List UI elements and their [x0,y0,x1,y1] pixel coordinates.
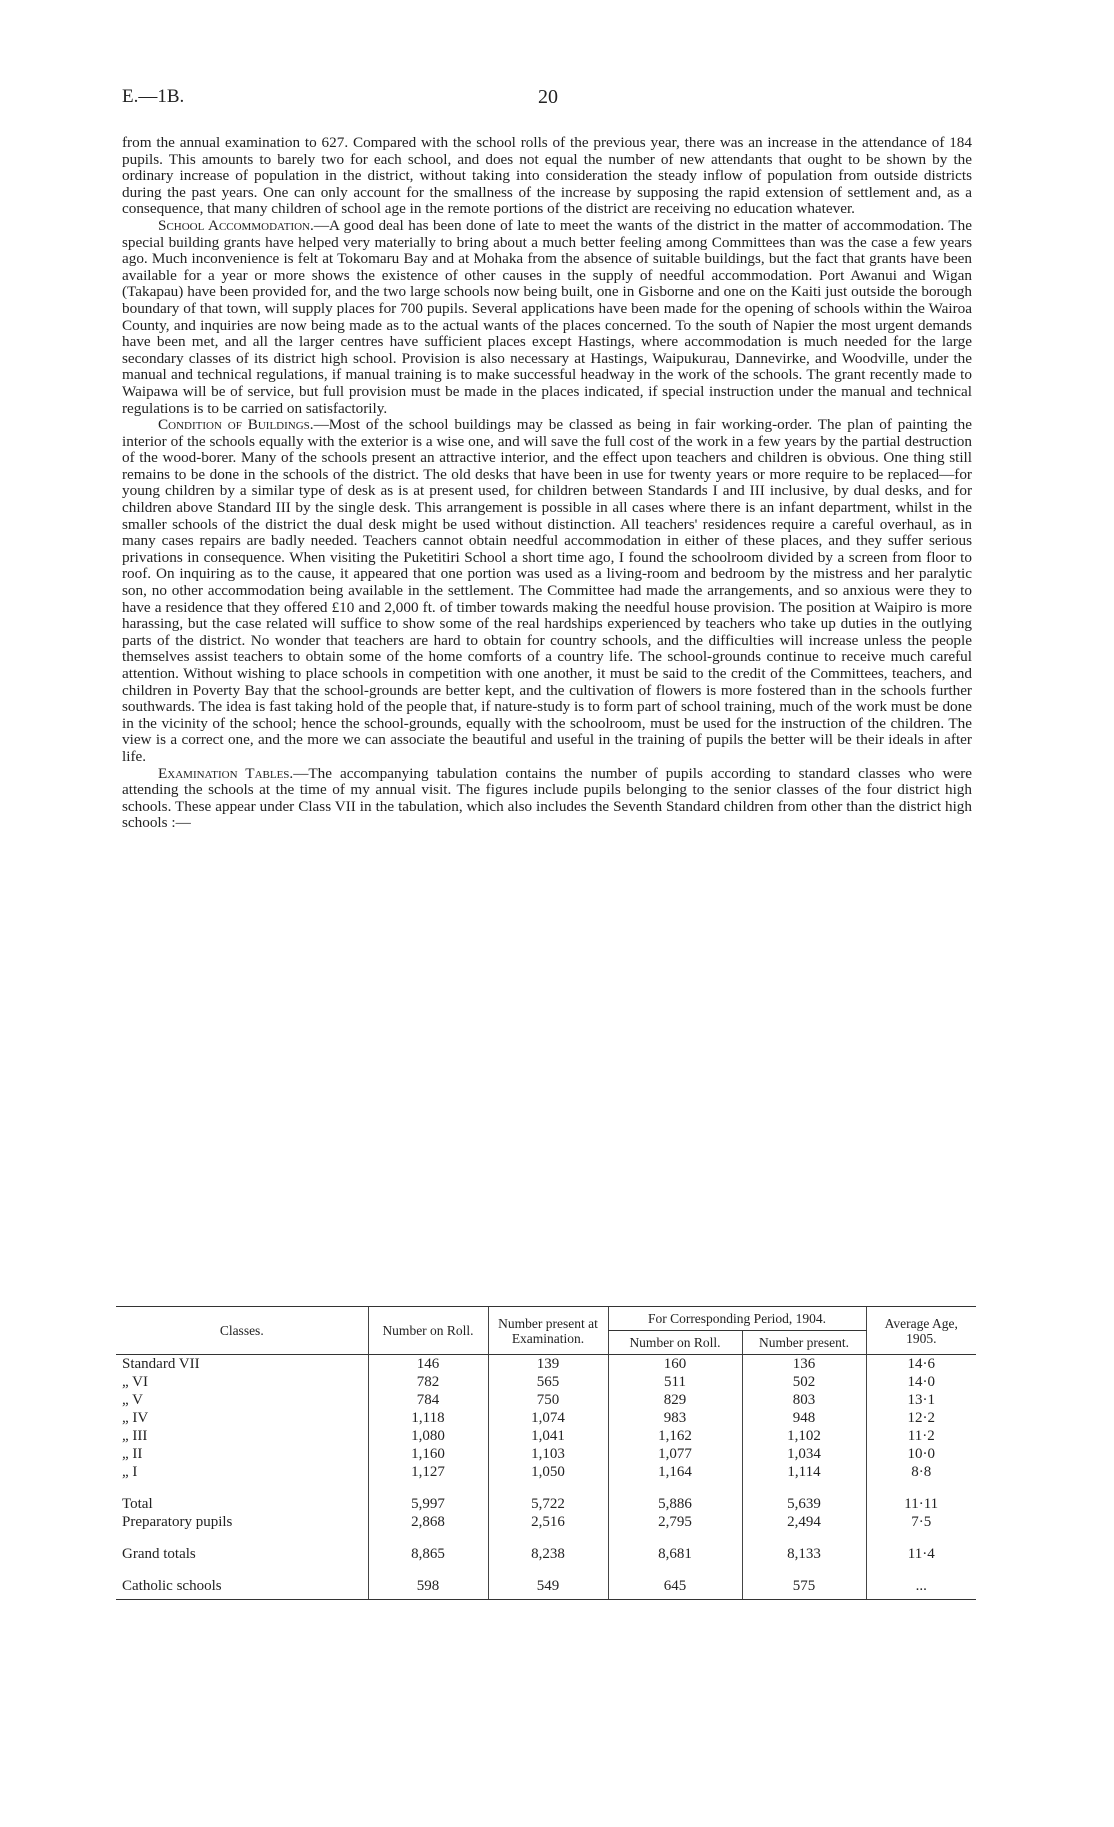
paragraph-text: —Most of the school buildings may be classed as being in fair working-order. The plan of painting the interior of the schools equally with the exterior is a wise one, and will save the full cost of the work in a few years by the partial destruction of the wood-borer. Many of the schools present an attractive interior, and the effect upon teachers and children is obvious. One thing still remains to be done in the schools of the district. The old desks that have been in use for twenty years or more require to be replaced—for young children by a similar type of desk as is at present used, for children between Standards I and III inclusive, by dual desks, and for children above Standard III by the single desk. This arrangement is possible in all cases where there is an infant department, whilst in the smaller schools of the district the dual desk might be used without distinction. All teachers' residences require a careful overhaul, as in many cases repairs are badly needed. Teachers cannot obtain needful accommodation in either of these places, and they suffer serious privations in consequence. When visiting the Puketitiri School a short time ago, I found the schoolroom divided by a screen from floor to roof. On inquiring as to the cause, it appeared that one portion was used as a living-room and bedroom by the mistress and her paralytic son, no other accommodation being available in the settlement. The Committee had made the arrangements, and so anxious were they to have a residence that they offered £10 and 2,000 ft. of timber towards making the needful house provision. The position at Waipiro is more harassing, but the case related will suffice to show some of the real hardships experienced by teachers who take up duties in the outlying parts of the district. No wonder that teachers are hard to obtain for country schools, and the difficulties will increase unless the people themselves assist teachers to obtain some of the home comforts of a country life. The school-grounds continue to receive much careful attention. Without wishing to place schools in competition with one another, it must be said to the credit of the Committees, teachers, and children in Poverty Bay that the school-grounds are better kept, and the cultivation of flowers is more fostered than in the schools further southwards. The idea is fast taking hold of the people that, if nature-study is to form part of school training, much of the work must be done in the vicinity of the school; hence the school-grounds, equally with the schoolroom, must be used for the instruction of the children. The view is a correct one, and the more we can associate the beautiful and useful in the training of pupils the better will be their ideals in after life. [122,416,973,765]
number-present-cell: 1,041 [488,1427,608,1445]
present-1904-cell: 2,494 [742,1513,866,1531]
header-number-on-roll: Number on Roll. [368,1307,488,1355]
average-age-cell: 11·11 [866,1495,976,1513]
header-average-age: Average Age, 1905. [866,1307,976,1355]
paragraph-school-accommodation [122,218,972,417]
body-text [122,135,972,832]
table-row [116,1409,976,1427]
average-age-cell: 8·8 [866,1463,976,1481]
average-age-cell: 13·1 [866,1391,976,1409]
number-present-cell: 1,050 [488,1463,608,1481]
section-heading: Condition of Buildings. [158,416,314,434]
class-label: Standard VII [122,1356,200,1372]
header-1904-present: Number present. [742,1331,866,1355]
present-1904-cell: 1,034 [742,1445,866,1463]
number-present-cell: 549 [488,1577,608,1600]
present-1904-cell: 1,102 [742,1427,866,1445]
header-1904-roll: Number on Roll. [608,1331,742,1355]
paragraph-intro [122,135,972,218]
group-spacer [116,1481,976,1495]
present-1904-cell: 502 [742,1373,866,1391]
number-on-roll-cell: 1,127 [368,1463,488,1481]
group-spacer [116,1563,976,1577]
paragraph-text: —A good deal has been done of late to meet the wants of the district in the matter of accommodation. The special building grants have helped very materially to bring about a much better feeling among Committees than was the case a few years ago. Much inconvenience is felt at Tokomaru Bay and at Mohaka from the absence of suitable buildings, but the fact that grants have been available for a year or more shows the existence of other causes in the supply of needful accommodation. Port Awanui and Wigan (Takapau) have been provided for, and the two large schools now being built, one in Gisborne and one on the Kaiti just outside the borough boundary of that town, will supply places for 700 pupils. Several applications have been made for the opening of schools within the Wairoa County, and inquiries are now being made as to the actual wants of the places concerned. To the south of Napier the most urgent demands have been met, and all the larger centres have sufficient places except Hastings, where accommodation is much needed for the large secondary classes of its district high school. Provision is also necessary at Hastings, Waipukurau, Dannevirke, and Woodville, under the manual and technical regulations, if manual training is to make successful headway in the work of the schools. The grant recently made to Waipawa will be of service, but full provision must be made in the places indicated, if special instruction under the manual and technical regulations is to be carried on satisfactorily. [122,216,973,417]
paragraph-text: from the annual examination to 627. Compared with the school rolls of the previous year, there was an increase in the attendance of 184 pupils. This amounts to barely two for each school, and does not equal the number of new attendants that ought to be shown by the ordinary increase of population in the district, without taking into consideration the steady inflow of population from outside districts during the past years. One can only account for the smallness of the increase by supposing the rapid extension of settlement and, as a consequence, that many children of school age in the remote portions of the district are receiving no education whatever. [122,134,972,218]
number-on-roll-cell: 1,118 [368,1409,488,1427]
section-heading: Examination Tables. [158,764,294,782]
class-label: „ VI [122,1374,148,1390]
class-label: „ III [122,1428,148,1444]
roll-1904-cell: 1,162 [608,1427,742,1445]
number-present-cell: 565 [488,1373,608,1391]
present-1904-cell: 1,114 [742,1463,866,1481]
page-number: 20 [538,86,558,108]
average-age-cell: ... [866,1577,976,1600]
paragraph-text: —The accompanying tabulation contains the number of pupils according to standard classes who were attending the schools at the time of my annual visit. The figures include pupils belonging to the senior classes of the four district high schools. These appear under Class VII in the tabulation, which also includes the Seventh Standard children from other than the district high schools :— [122,764,972,832]
average-age-cell: 12·2 [866,1409,976,1427]
table-row [116,1427,976,1445]
roll-1904-cell: 5,886 [608,1495,742,1513]
class-label: „ V [122,1392,143,1408]
table-row [116,1373,976,1391]
header-classes: Classes. [116,1307,368,1355]
present-1904-cell: 803 [742,1391,866,1409]
roll-1904-cell: 983 [608,1409,742,1427]
number-present-cell: 1,103 [488,1445,608,1463]
roll-1904-cell: 160 [608,1355,742,1374]
number-on-roll-cell: 5,997 [368,1495,488,1513]
number-on-roll-cell: 598 [368,1577,488,1600]
average-age-cell: 14·6 [866,1355,976,1374]
table-row [116,1355,976,1374]
class-label: Catholic schools [116,1577,368,1600]
present-1904-cell: 5,639 [742,1495,866,1513]
class-label: „ II [122,1446,143,1462]
number-present-cell: 1,074 [488,1409,608,1427]
table-row [116,1495,976,1513]
present-1904-cell: 8,133 [742,1545,866,1563]
number-present-cell: 5,722 [488,1495,608,1513]
paragraph-condition-of-buildings [122,417,972,765]
paragraph-examination-tables [122,766,972,832]
class-label: „ IV [122,1410,149,1426]
document-reference: E.—1B. [122,86,185,107]
table-row [116,1445,976,1463]
number-on-roll-cell: 784 [368,1391,488,1409]
header-number-present: Number present at Examination. [488,1307,608,1355]
number-on-roll-cell: 8,865 [368,1545,488,1563]
group-spacer [116,1531,976,1545]
number-on-roll-cell: 146 [368,1355,488,1374]
page-header [122,86,974,116]
average-age-cell: 10·0 [866,1445,976,1463]
roll-1904-cell: 2,795 [608,1513,742,1531]
section-heading: School Accommodation. [158,216,314,234]
roll-1904-cell: 511 [608,1373,742,1391]
average-age-cell: 11·4 [866,1545,976,1563]
table-row [116,1545,976,1563]
number-on-roll-cell: 2,868 [368,1513,488,1531]
class-label: Grand totals [122,1546,196,1562]
number-on-roll-cell: 1,160 [368,1445,488,1463]
number-present-cell: 750 [488,1391,608,1409]
roll-1904-cell: 645 [608,1577,742,1600]
average-age-cell: 11·2 [866,1427,976,1445]
class-label: Total [122,1496,153,1512]
present-1904-cell: 575 [742,1577,866,1600]
table-row [116,1577,976,1600]
header-corresponding-period: For Corresponding Period, 1904. [608,1307,866,1331]
roll-1904-cell: 829 [608,1391,742,1409]
roll-1904-cell: 1,164 [608,1463,742,1481]
average-age-cell: 14·0 [866,1373,976,1391]
number-present-cell: 8,238 [488,1545,608,1563]
table-body [116,1355,976,1600]
class-label: „ I [122,1464,138,1480]
roll-1904-cell: 1,077 [608,1445,742,1463]
examination-table [116,1306,976,1600]
average-age-cell: 7·5 [866,1513,976,1531]
table-row [116,1463,976,1481]
number-on-roll-cell: 782 [368,1373,488,1391]
present-1904-cell: 136 [742,1355,866,1374]
number-present-cell: 139 [488,1355,608,1374]
number-on-roll-cell: 1,080 [368,1427,488,1445]
table-row [116,1391,976,1409]
class-label: Preparatory pupils [122,1514,233,1530]
number-present-cell: 2,516 [488,1513,608,1531]
roll-1904-cell: 8,681 [608,1545,742,1563]
present-1904-cell: 948 [742,1409,866,1427]
table-row [116,1513,976,1531]
